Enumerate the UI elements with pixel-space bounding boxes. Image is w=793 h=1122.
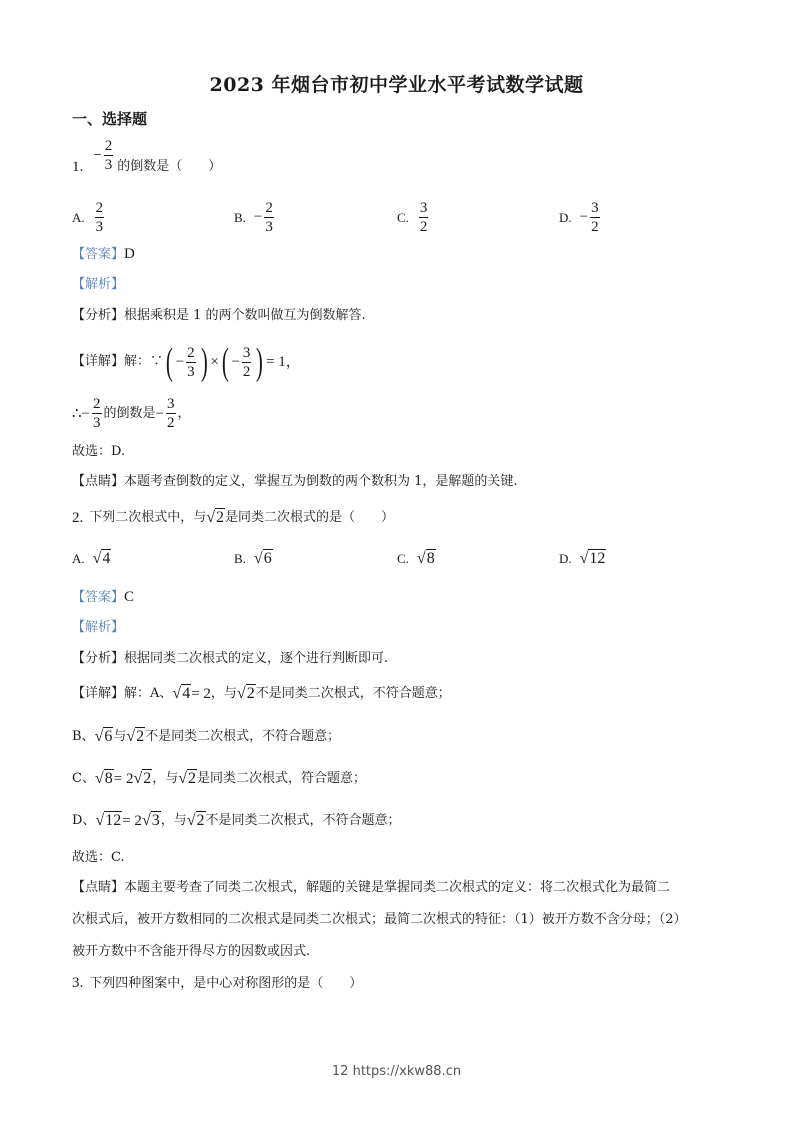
q2-stem: 2. 下列二次根式中，与 √2 是同类二次根式的是（ ） xyxy=(72,509,395,526)
section-heading: 一、选择题 xyxy=(72,110,148,128)
q2-comment-line-2: 次根式后，被开方数相同的二次根式是同类二次根式；最简二次根式的特征：（1）被开方数不含分母；（2） xyxy=(72,912,687,927)
q1-therefore: ∴ − $\frac{2}{3}$ 的倒数是 − $\frac{3}{2}$ ， xyxy=(72,396,191,431)
q1-option-d: D. − $\frac{3}{2}$ xyxy=(559,200,599,235)
q1-stem xyxy=(72,138,222,177)
answer-label: 【答案】 xyxy=(72,247,125,262)
q1-detail: 【详解】 解：∵ ( − $\frac{2}{3}$ ) × ( − $\frac{3}{2}$ ) = 1， xyxy=(72,341,301,383)
q2-comment-line-3: 被开方数中不含能开得尽方的因数或因式. xyxy=(72,944,311,959)
q2-comment-line-1: 【点睛】本题主要考查了同类二次根式，解题的关键是掌握同类二次根式的定义：将二次根式化为最简二 xyxy=(72,880,671,895)
q1-answer xyxy=(72,244,135,265)
sqrt-2: √2 xyxy=(206,509,225,526)
q2-option-c: C. √8 xyxy=(397,550,435,567)
q3-stem: 3. 下列四种图案中，是中心对称图形的是（ ） xyxy=(72,975,363,991)
q2-analysis-header: 【解析】 xyxy=(72,620,125,635)
q2-option-b: B. √6 xyxy=(234,550,272,567)
q1-analysis-header: 【解析】 xyxy=(72,277,125,292)
q2-analysis: 【分析】根据同类二次根式的定义，逐个进行判断即可. xyxy=(72,651,389,666)
q2-detail-b: B、 √6 与 √2 不是同类二次根式，不符合题意； xyxy=(72,728,341,745)
q1-number: 1. xyxy=(72,159,84,175)
q1-stem-sign: − xyxy=(93,147,102,164)
q1-option-b: B. − $\frac{2}{3}$ xyxy=(234,200,273,235)
q2-choose: 故选：C. xyxy=(72,850,125,865)
q2-detail-d: D、 √12 = 2 √3 ，与 √2 不是同类二次根式，不符合题意； xyxy=(72,812,401,829)
document-title: 2023 年烟台市初中学业水平考试数学试题 xyxy=(209,74,584,96)
q2-detail-a: 【详解】 解：A、 √4 = 2 ，与 √2 不是同类二次根式，不符合题意； xyxy=(72,685,451,702)
q1-answer-value: D xyxy=(124,246,135,262)
page-footer: 12 https://xkw88.cn xyxy=(331,1064,462,1079)
q2-answer: 【答案】C xyxy=(72,589,135,605)
q1-stem-text: 的倒数是（ ） xyxy=(117,159,222,174)
q1-choose: 故选：D. xyxy=(72,444,126,459)
q1-analysis: 【分析】根据乘积是 1 的两个数叫做互为倒数解答. xyxy=(72,308,366,323)
q1-comment: 【点睛】本题考查倒数的定义，掌握互为倒数的两个数积为 1，是解题的关键. xyxy=(72,474,518,489)
q2-option-a: A. √4 xyxy=(72,550,111,567)
q1-stem-fraction: $\frac{2}{3}$ xyxy=(104,138,113,173)
q2-option-d: D. √12 xyxy=(559,550,606,567)
q2-detail-c: C、 √8 = 2 √2 ，与 √2 是同类二次根式，符合题意； xyxy=(72,770,367,787)
q1-option-a: A. $\frac{2}{3}$ xyxy=(72,200,104,235)
q1-option-c: C. $\frac{3}{2}$ xyxy=(397,200,428,235)
